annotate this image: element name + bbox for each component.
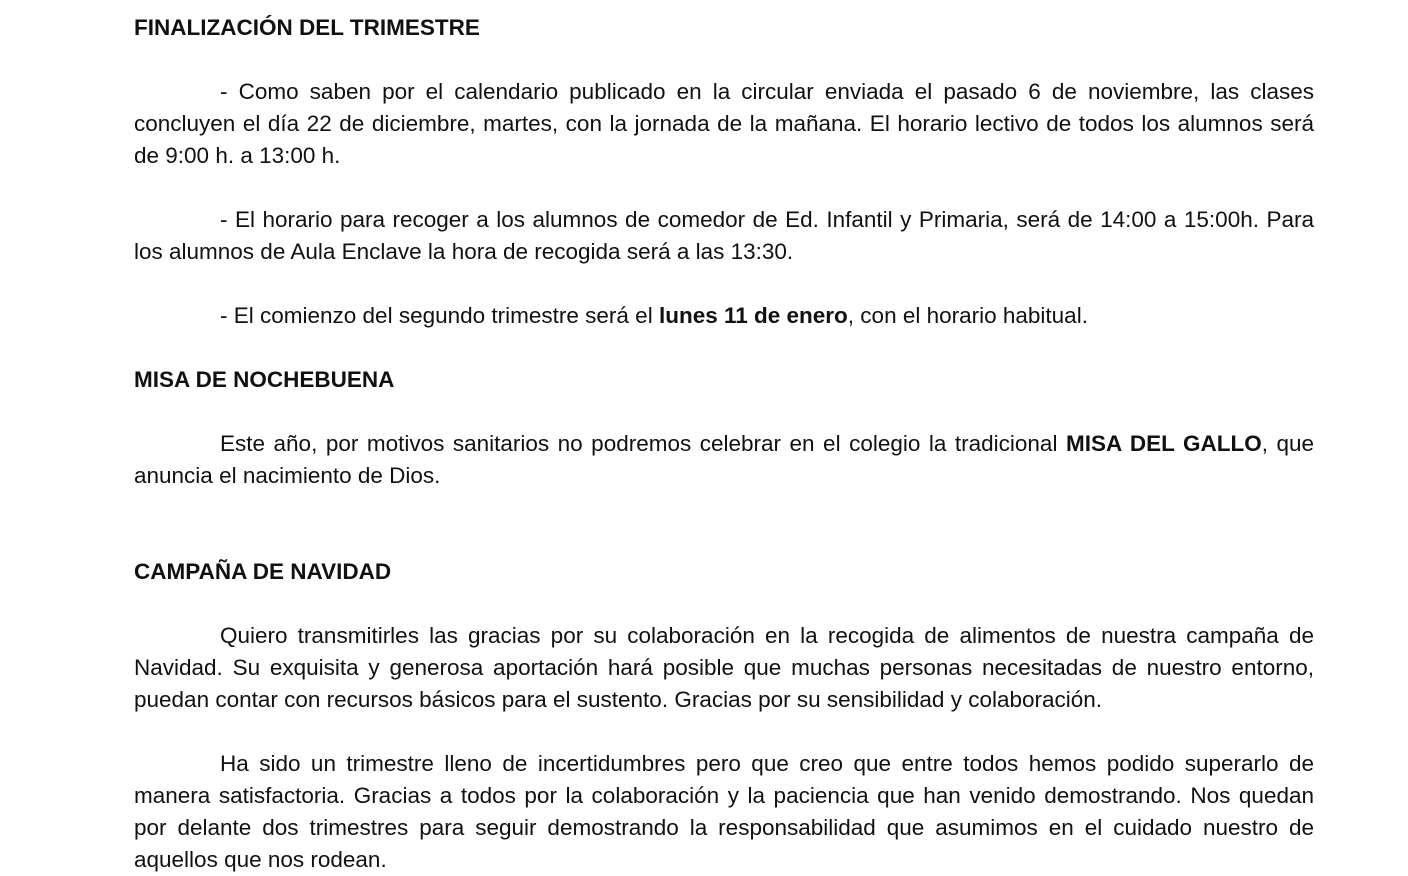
- spacer: [134, 492, 1314, 556]
- paragraph-segundo-trimestre: [134, 300, 1314, 332]
- spacer: [134, 588, 1314, 620]
- paragraph-misa-text: Este año, por motivos sanitarios no podremos celebrar en el colegio la tradicional: [220, 431, 1066, 456]
- paragraph-campana-text: Quiero transmitirles las gracias por su colaboración en la recogida de alimentos de nuestra campaña de Navidad. Su exquisita y generosa aportación hará posible que muchas personas necesitadas de nuestro entorno, puedan contar con recursos básicos para el sustento. Gracias por su sensibilidad y colaboración.: [134, 623, 1314, 712]
- paragraph-misa: [134, 428, 1314, 492]
- fecha-comienzo: lunes 11 de enero: [658, 303, 848, 328]
- paragraph-misa-tail: , que anuncia el nacimiento de Dios.: [134, 431, 1314, 488]
- paragraph-comedor: [134, 204, 1314, 268]
- misa-del-gallo: MISA DEL GALLO: [1065, 431, 1262, 456]
- spacer: [134, 396, 1314, 428]
- paragraph-campana: [134, 620, 1314, 716]
- paragraph-cierre: [134, 748, 1314, 876]
- spacer: [134, 716, 1314, 748]
- document-page: [134, 12, 1314, 876]
- section-title-finalizacion: FINALIZACIÓN DEL TRIMESTRE: [134, 15, 480, 40]
- paragraph-comedor-text: - El horario para recoger a los alumnos de comedor de Ed. Infantil y Primaria, será de 14:00 a 15:00h. Para los alumnos de Aula Enclave la hora de recogida será a las 13:30.: [134, 207, 1314, 264]
- paragraph-segundo-trimestre-text: - El comienzo del segundo trimestre será el: [220, 303, 659, 328]
- paragraph-fin-clases-text: - Como saben por el calendario publicado en la circular enviada el pasado 6 de noviembre, las clases concluyen el día 22 de diciembre, martes, con la jornada de la mañana. El horario lectivo de todos los alumnos será de 9:00 h. a 13:00 h.: [134, 79, 1314, 168]
- section-title-misa: MISA DE NOCHEBUENA: [134, 367, 395, 392]
- spacer: [134, 332, 1314, 364]
- paragraph-segundo-trimestre-tail: , con el horario habitual.: [847, 303, 1088, 328]
- paragraph-cierre-text: Ha sido un trimestre lleno de incertidumbres pero que creo que entre todos hemos podido superarlo de manera satisfactoria. Gracias a todos por la colaboración y la paciencia que han venido demostrando. Nos quedan por delante dos trimestres para seguir demostrando la responsabilidad que asumimos en el cuidado nuestro de aquellos que nos rodean.: [134, 751, 1314, 872]
- paragraph-fin-clases: [134, 76, 1314, 172]
- section-title-campana: CAMPAÑA DE NAVIDAD: [134, 559, 392, 584]
- spacer: [134, 172, 1314, 204]
- spacer: [134, 44, 1314, 76]
- spacer: [134, 268, 1314, 300]
